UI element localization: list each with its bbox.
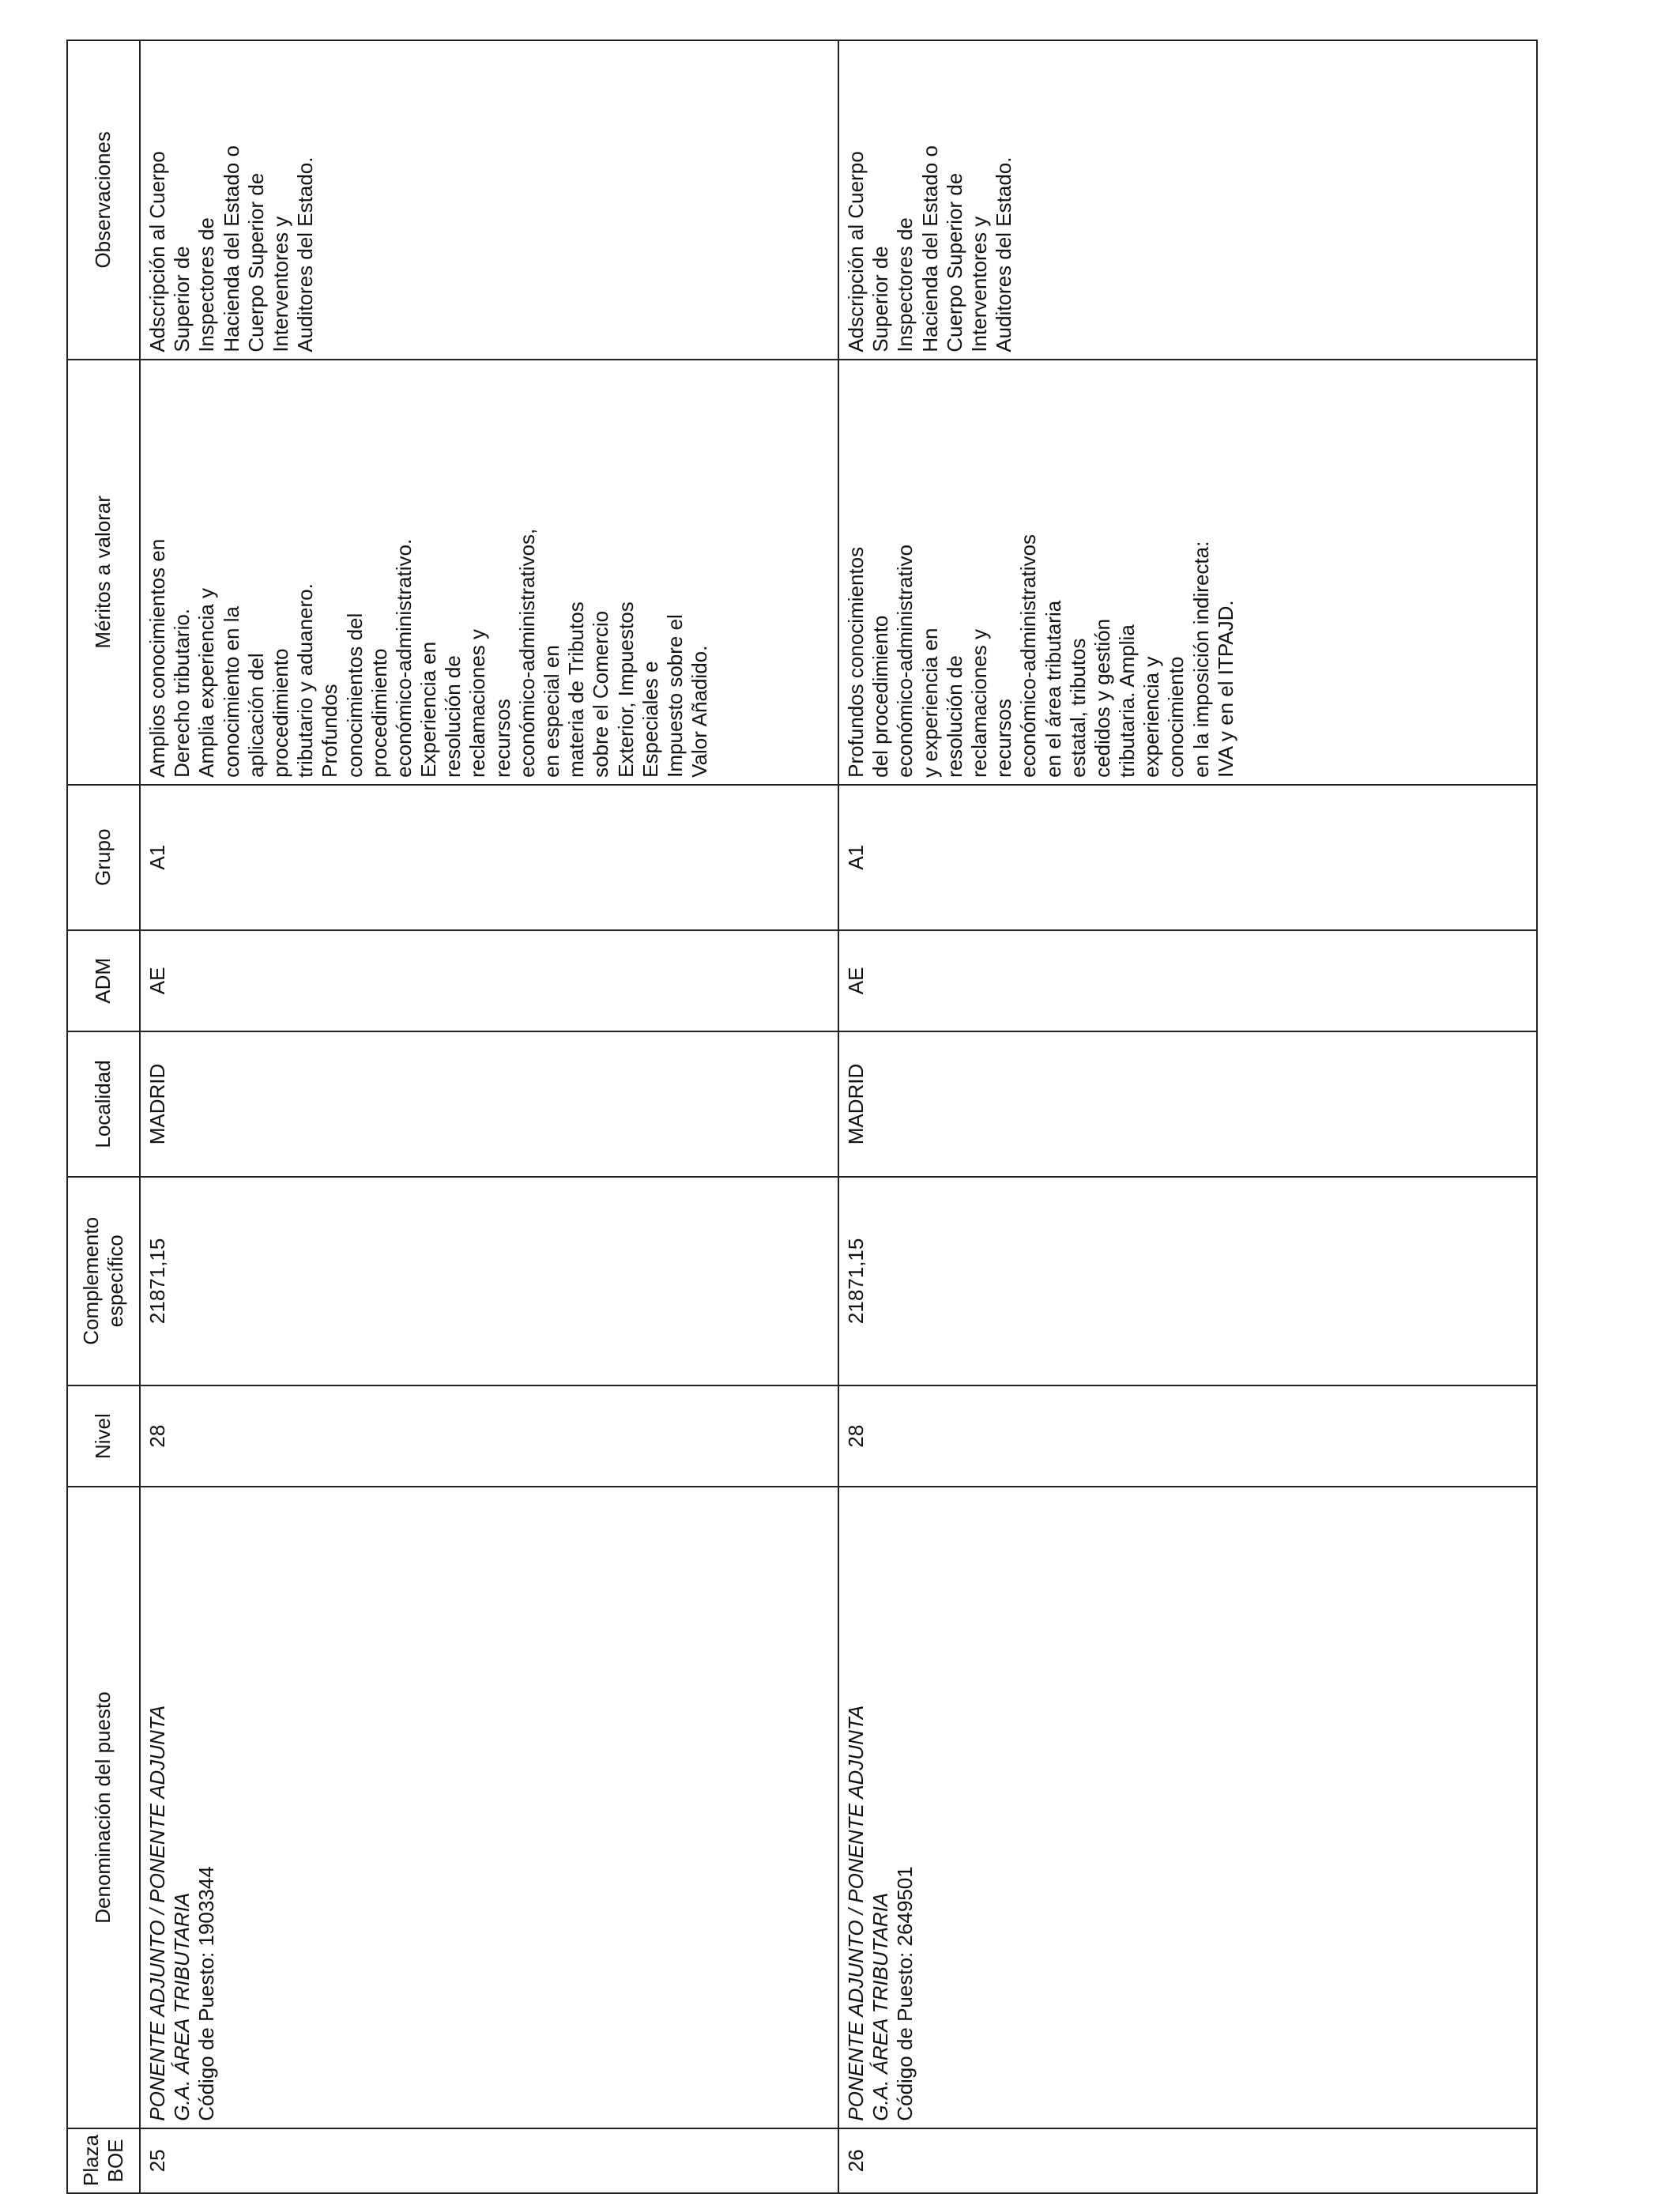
- observaciones-text: Adscripción al Cuerpo Superior de Inspectores de Hacienda del Estado o Cuerpo Superior de Interventores y Auditores del Estado.: [844, 145, 1016, 352]
- grupo-cell: A1: [838, 785, 1537, 930]
- complemento-cell: 21871,15: [838, 1177, 1537, 1385]
- table-row: [838, 40, 1537, 2193]
- plaza-cell: 25: [140, 2128, 838, 2193]
- header-row: [67, 40, 140, 2193]
- plaza-cell: 26: [838, 2128, 1537, 2193]
- header-adm: ADM: [67, 930, 140, 1032]
- header-nivel: Nivel: [67, 1385, 140, 1487]
- puesto-title: PONENTE ADJUNTO / PONENTE ADJUNTA: [844, 1705, 868, 2121]
- denominacion-cell: [838, 1487, 1537, 2128]
- adm-cell: AE: [838, 930, 1537, 1032]
- puesto-title: PONENTE ADJUNTO / PONENTE ADJUNTA: [145, 1705, 169, 2121]
- observaciones-cell: [140, 40, 838, 360]
- localidad-cell: MADRID: [140, 1031, 838, 1177]
- header-grupo: Grupo: [67, 785, 140, 930]
- meritos-text: Profundos conocimientos del procedimiento económico-administrativo y experiencia en resolución de reclamaciones y recursos económico-administrativos en el área tributaria estatal, tributos cedidos y gestión tributaria. Amplia experiencia y conocimiento en la imposición indirecta: IVA y en el ITPAJD.: [844, 534, 1237, 778]
- nivel-cell: 28: [140, 1385, 838, 1487]
- meritos-text: Amplios conocimientos en Derecho tributario. Amplia experiencia y conocimiento en la aplicación del procedimiento tributario y aduanero. Profundos conocimientos del procedimiento económico-administrativo. Experiencia en resolución de reclamaciones y recursos económico-administrativos, en especial en materia de Tributos sobre el Comercio Exterior, Impuestos Especiales e Impuesto sobre el Valor Añadido.: [145, 528, 712, 778]
- header-localidad: Localidad: [67, 1031, 140, 1177]
- header-plaza: Plaza BOE: [67, 2128, 140, 2193]
- header-observaciones: Observaciones: [67, 40, 140, 360]
- meritos-cell: [838, 360, 1537, 785]
- complemento-cell: 21871,15: [140, 1177, 838, 1385]
- puestos-table: [66, 40, 1538, 2194]
- codigo-puesto: Código de Puesto: 2649501: [893, 1866, 917, 2121]
- adm-cell: AE: [140, 930, 838, 1032]
- table-row: [140, 40, 838, 2193]
- denominacion-cell: [140, 1487, 838, 2128]
- unidad-label: G.A. ÁREA TRIBUTARIA: [868, 1892, 893, 2121]
- localidad-cell: MADRID: [838, 1031, 1537, 1177]
- header-denominacion: Denominación del puesto: [67, 1487, 140, 2128]
- observaciones-text: Adscripción al Cuerpo Superior de Inspectores de Hacienda del Estado o Cuerpo Superior de Interventores y Auditores del Estado.: [145, 145, 318, 352]
- meritos-cell: [140, 360, 838, 785]
- nivel-cell: 28: [838, 1385, 1537, 1487]
- rotated-page: [66, 40, 1533, 2194]
- header-complemento: Complemento específico: [67, 1177, 140, 1385]
- unidad-label: G.A. ÁREA TRIBUTARIA: [170, 1892, 194, 2121]
- observaciones-cell: [838, 40, 1537, 360]
- header-meritos: Méritos a valorar: [67, 360, 140, 785]
- grupo-cell: A1: [140, 785, 838, 930]
- codigo-puesto: Código de Puesto: 1903344: [194, 1866, 219, 2121]
